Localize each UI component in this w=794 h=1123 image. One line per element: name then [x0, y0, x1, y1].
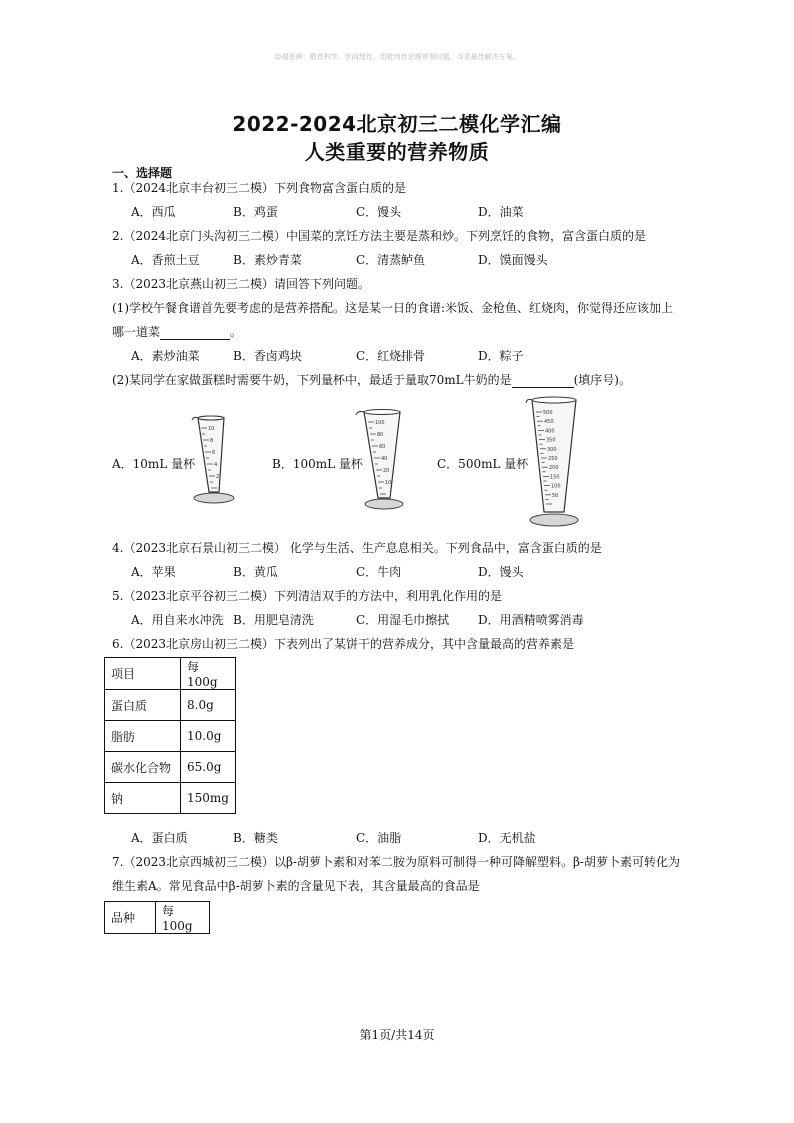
question-5-stem: 5.（2023北京平谷初三二模）下列清洁双手的方法中，利用乳化作用的是: [112, 589, 502, 603]
question-1-stem: 1.（2024北京丰台初三二模）下列食物富含蛋白质的是: [112, 181, 406, 195]
page-number: 第1页/共14页: [359, 1028, 435, 1042]
question-7-stem-cont: 维生素A。常见食品中β-胡萝卜素的含量见下表，其含量最高的食品是: [112, 879, 480, 893]
table-row: [105, 783, 236, 814]
q6-option-d: D．无机盐: [478, 831, 536, 845]
table-cell: 10.0g: [181, 721, 236, 752]
measuring-cup-500ml-image: [524, 392, 584, 530]
q2-option-c: C．清蒸鲈鱼: [356, 253, 426, 267]
table-cell: 脂肪: [105, 721, 181, 752]
carotene-table: [104, 901, 210, 934]
cup-100ml-tick-label: 80: [377, 432, 384, 438]
q6-option-b: B．糖类: [233, 831, 278, 845]
q3-sub2-suffix: (填序号)。: [573, 373, 631, 387]
cup-500ml-tick-label: 50: [552, 492, 559, 499]
table-cell: 65.0g: [181, 752, 236, 783]
q5-option-d: D．用酒精喷雾消毒: [478, 613, 584, 627]
cup-10ml-tick-label: 6: [212, 450, 216, 456]
cup-10ml-tick-label: 2: [216, 474, 220, 480]
cup-option-b: B．100mL 量杯: [272, 457, 363, 471]
cup-10ml-tick-label: 4: [214, 462, 218, 468]
watermark-text: ☺瑞思辨：敬畏科学、崇尚理性，用批判性思维审视问题，寻求最佳解决方案。: [274, 53, 520, 61]
measuring-cup-10ml-image: [188, 412, 244, 506]
q3-sub1-suffix: 。: [230, 325, 243, 339]
question-2-stem: 2.（2024北京门头沟初三二模）中国菜的烹饪方法主要是蒸和炒。下列烹饪的食物，富含蛋白质的是: [112, 229, 646, 243]
document-title: 2022-2024北京初三二模化学汇编: [232, 112, 562, 136]
table-row: [105, 752, 236, 783]
answer-blank[interactable]: [160, 327, 230, 340]
table-cell: 碳水化合物: [105, 752, 181, 783]
table-row: [105, 690, 236, 721]
cup-500ml-tick-label: 200: [549, 465, 559, 472]
q2-option-a: A．香煎土豆: [131, 253, 200, 267]
question-6-stem: 6.（2023北京房山初三二模）下表列出了某饼干的营养成分，其中含量最高的营养素是: [112, 637, 574, 651]
question-7-stem: 7.（2023北京西城初三二模）以β-胡萝卜素和对苯二胺为原料可制得一种可降解塑料。β-胡萝卜素可转化为: [112, 855, 680, 869]
section-heading: 一、选择题: [112, 166, 173, 180]
table-cell: 每 100g: [156, 902, 210, 934]
measuring-cup-100ml-image: [352, 404, 416, 512]
q3-sub2-text: [112, 371, 631, 388]
q3-sub1-prefix: 哪一道菜: [112, 325, 161, 339]
q3-sub2-prefix: (2)某同学在家做蛋糕时需要牛奶，下列量杯中，最适于量取70mL牛奶的是: [112, 373, 512, 387]
q3-sub1-text: (1)学校午餐食谱首先要考虑的是营养搭配。这是某一日的食谱:米饭、金枪鱼、红烧肉，你觉得还应该加上: [112, 301, 674, 315]
q3-sub1-text-cont: [112, 323, 242, 340]
table-cell: 150mg: [181, 783, 236, 814]
q5-option-a: A．用自来水冲洗: [131, 613, 224, 627]
table-row: [105, 721, 236, 752]
cup-100ml-tick-label: 20: [383, 468, 390, 474]
cup-option-c: C．500mL 量杯: [437, 457, 529, 471]
q3-sub1-option-c: C．红烧排骨: [356, 349, 426, 363]
cup-500ml-tick-label: 500: [543, 410, 553, 416]
document-subtitle: 人类重要的营养物质: [304, 140, 490, 164]
q5-option-c: C．用湿毛巾擦拭: [356, 613, 450, 627]
question-4-stem: 4.（2023北京石景山初三二模） 化学与生活、生产息息相关。下列食品中，富含蛋白质的是: [112, 541, 602, 555]
cup-10ml-tick-label: 10: [208, 426, 215, 432]
q4-option-b: B．黄瓜: [233, 565, 278, 579]
nutrition-table: [104, 657, 236, 814]
table-row: [105, 902, 210, 934]
cup-500ml-tick-label: 100: [551, 483, 561, 490]
cup-option-a: A．10mL 量杯: [112, 457, 196, 471]
q1-option-c: C．馒头: [356, 205, 402, 219]
q3-sub1-option-a: A．素炒油菜: [131, 349, 200, 363]
q1-option-b: B．鸡蛋: [233, 205, 278, 219]
q3-sub1-option-d: D．粽子: [478, 349, 524, 363]
q6-option-a: A．蛋白质: [131, 831, 188, 845]
cup-500ml-tick-label: 450: [544, 419, 554, 426]
cup-100ml-tick-label: 60: [379, 444, 386, 450]
q2-option-b: B．素炒青菜: [233, 253, 302, 267]
table-cell: 蛋白质: [105, 690, 181, 721]
q5-option-b: B．用肥皂清洗: [233, 613, 314, 627]
answer-blank[interactable]: [512, 375, 574, 388]
q3-sub1-option-b: B．香卤鸡块: [233, 349, 302, 363]
cup-100ml-tick-label: 40: [381, 456, 388, 462]
table-row: [105, 658, 236, 690]
cup-500ml-tick-label: 150: [550, 474, 560, 481]
table-cell: 品种: [105, 902, 156, 934]
q4-option-a: A．苹果: [131, 565, 176, 579]
question-3-stem: 3.（2023北京燕山初三二模）请回答下列问题。: [112, 277, 370, 291]
q4-option-d: D．馒头: [478, 565, 524, 579]
cup-500ml-tick-label: 300: [547, 446, 557, 453]
q6-option-c: C．油脂: [356, 831, 402, 845]
table-cell: 项目: [105, 658, 181, 690]
table-cell: 每 100g: [181, 658, 236, 690]
q4-option-c: C．牛肉: [356, 565, 402, 579]
cup-100ml-tick-label: 10: [385, 480, 392, 486]
q1-option-d: D．油菜: [478, 205, 524, 219]
cup-500ml-tick-label: 400: [545, 428, 555, 435]
cup-100ml-tick-label: 100: [375, 420, 385, 426]
cup-10ml-tick-label: 8: [210, 438, 214, 444]
cup-500ml-tick-label: 350: [546, 437, 556, 444]
q1-option-a: A．西瓜: [131, 205, 176, 219]
table-cell: 8.0g: [181, 690, 236, 721]
cup-500ml-tick-label: 250: [548, 456, 558, 462]
q2-option-d: D．馍面馒头: [478, 253, 548, 267]
table-cell: 钠: [105, 783, 181, 814]
